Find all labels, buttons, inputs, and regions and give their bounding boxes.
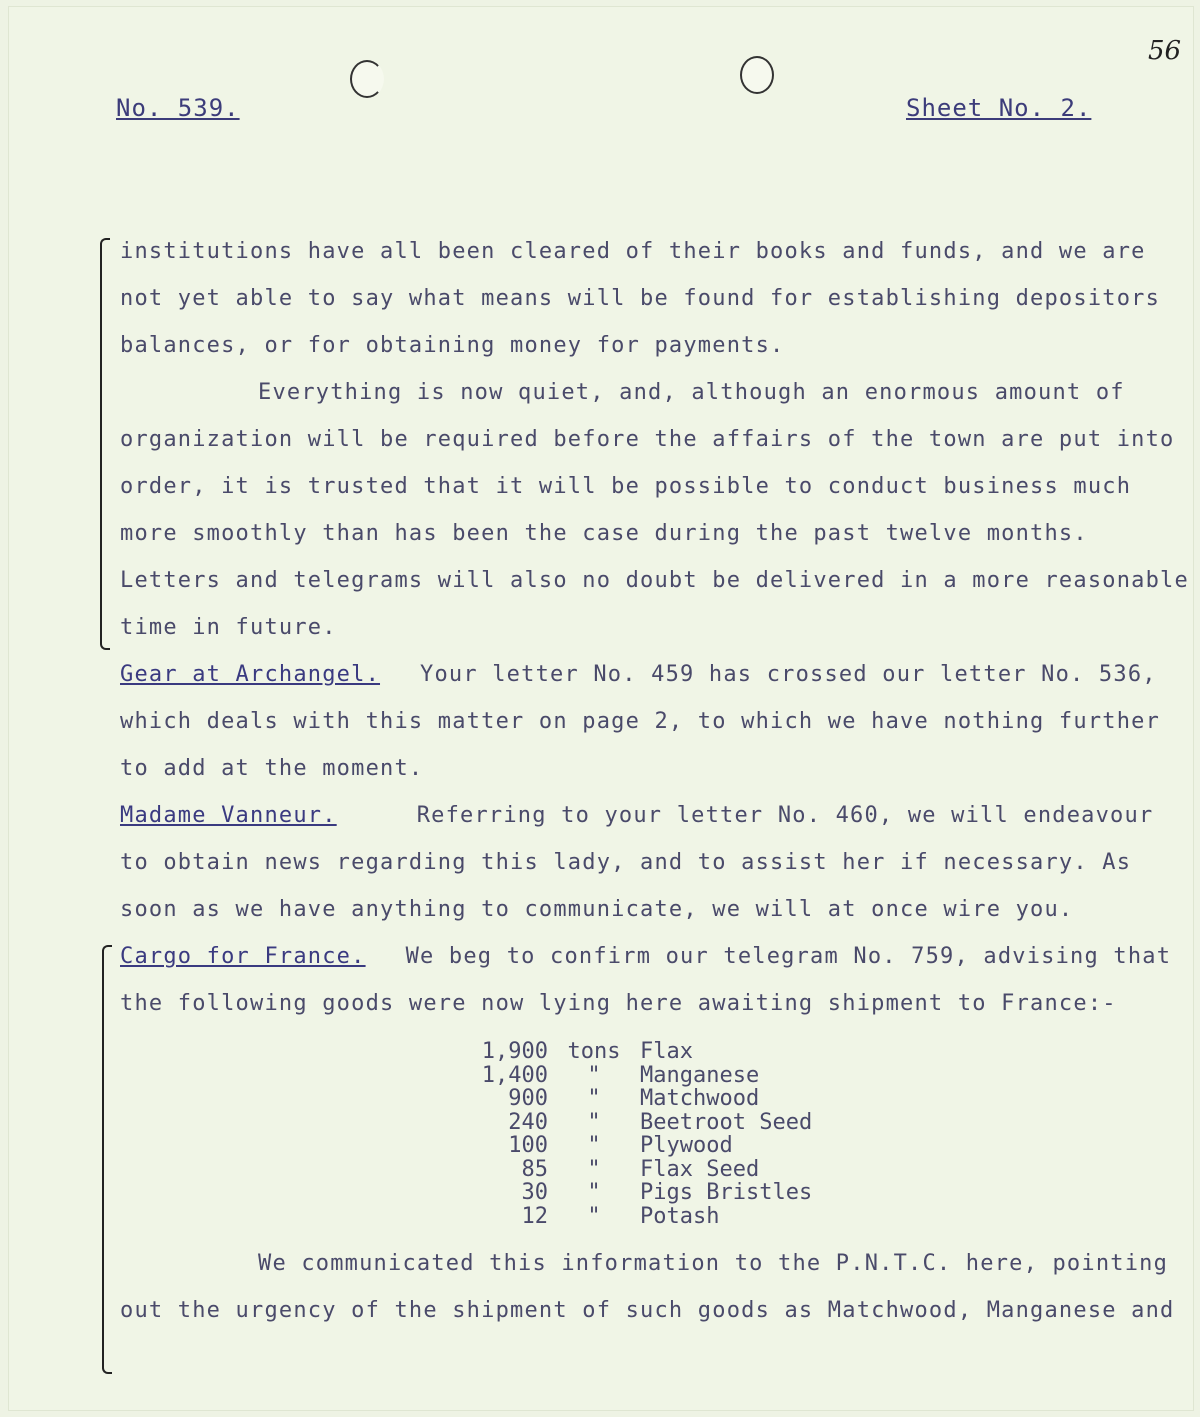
goods-qty: 30 [521,1180,548,1205]
goods-qty: 240 [508,1109,548,1135]
margin-bracket-top [100,238,110,650]
section-vanneur [120,792,1170,839]
goods-qty: 900 [508,1086,548,1111]
goods-item: Potash [640,1203,720,1229]
goods-unit: " [587,1180,601,1205]
goods-item: Plywood [640,1133,733,1158]
text-line: order, it is trusted that it will be possible to conduct business much [120,474,1132,499]
text-line: the following goods were now lying here awaiting shipment to France:- [120,991,1117,1016]
text-line: We beg to confirm our telegram No. 759, advising that [405,944,1172,969]
text-line: soon as we have anything to communicate, we will at once wire you. [120,897,1074,922]
goods-qty: 12 [521,1203,548,1229]
section-cargo [120,933,1170,980]
goods-row [470,1158,820,1182]
text-line: balances, or for obtaining money for payments. [120,333,785,358]
goods-qty: 1,900 [481,1039,548,1064]
section-heading: Madame Vanneur. [120,803,337,828]
goods-row [470,1134,820,1158]
goods-list [470,1040,820,1228]
text-line: more smoothly than has been the case during the past twelve months. [120,521,1088,546]
text-line: Your letter No. 459 has crossed our letter No. 536, [420,662,1157,687]
letter-number: No. 539. [116,94,240,122]
goods-row [470,1111,820,1135]
text-line: to add at the moment. [120,756,424,781]
goods-row [470,1181,820,1205]
goods-unit: " [587,1109,601,1135]
text-line: organization will be required before the affairs of the town are put into [120,427,1175,452]
text-line: Referring to your letter No. 460, we will endeavour [416,803,1154,828]
section-heading: Cargo for France. [120,944,366,969]
goods-item: Flax [640,1039,693,1064]
text-line: Letters and telegrams will also no doubt be delivered in a more reasonable [120,568,1189,593]
closing-text [120,1240,1175,1334]
goods-unit: tons [567,1039,621,1064]
sheet-number: Sheet No. 2. [906,94,1092,122]
margin-bracket-bottom [102,945,112,1374]
goods-unit: " [587,1133,601,1158]
goods-row [470,1087,820,1111]
section-heading: Gear at Archangel. [120,662,381,687]
text-line: Everything is now quiet, and, although an enormous amount of [258,380,1125,405]
goods-item: Beetroot Seed [640,1109,813,1135]
text-line: out the urgency of the shipment of such goods as Matchwood, Manganese and [120,1298,1175,1323]
goods-item: Pigs Bristles [640,1180,813,1205]
goods-qty: 100 [508,1133,548,1158]
goods-unit: " [587,1203,601,1229]
goods-row [470,1040,820,1064]
goods-qty: 1,400 [481,1062,548,1088]
goods-item: Manganese [640,1062,760,1088]
goods-row [470,1064,820,1088]
goods-item: Flax Seed [640,1156,760,1182]
goods-unit: " [587,1062,601,1088]
text-line: to obtain news regarding this lady, and to assist her if necessary. As [120,850,1132,875]
punch-hole-right [740,56,774,94]
goods-row [470,1205,820,1229]
goods-qty: 85 [521,1156,548,1182]
page-number: 56 [1148,36,1182,66]
goods-unit: " [587,1086,601,1111]
text-line: which deals with this matter on page 2, to which we have nothing further [120,709,1161,734]
goods-unit: " [587,1156,601,1182]
text-line: not yet able to say what means will be found for establishing depositors [120,286,1161,311]
body-text [120,228,1189,1027]
punch-hole-left [350,60,384,98]
text-line: We communicated this information to the P.N.T.C. here, pointing [258,1251,1169,1276]
text-line: institutions have all been cleared of their books and funds, and we are [120,239,1146,264]
section-archangel [120,651,1170,698]
text-line: time in future. [120,615,337,640]
goods-item: Matchwood [640,1086,760,1111]
